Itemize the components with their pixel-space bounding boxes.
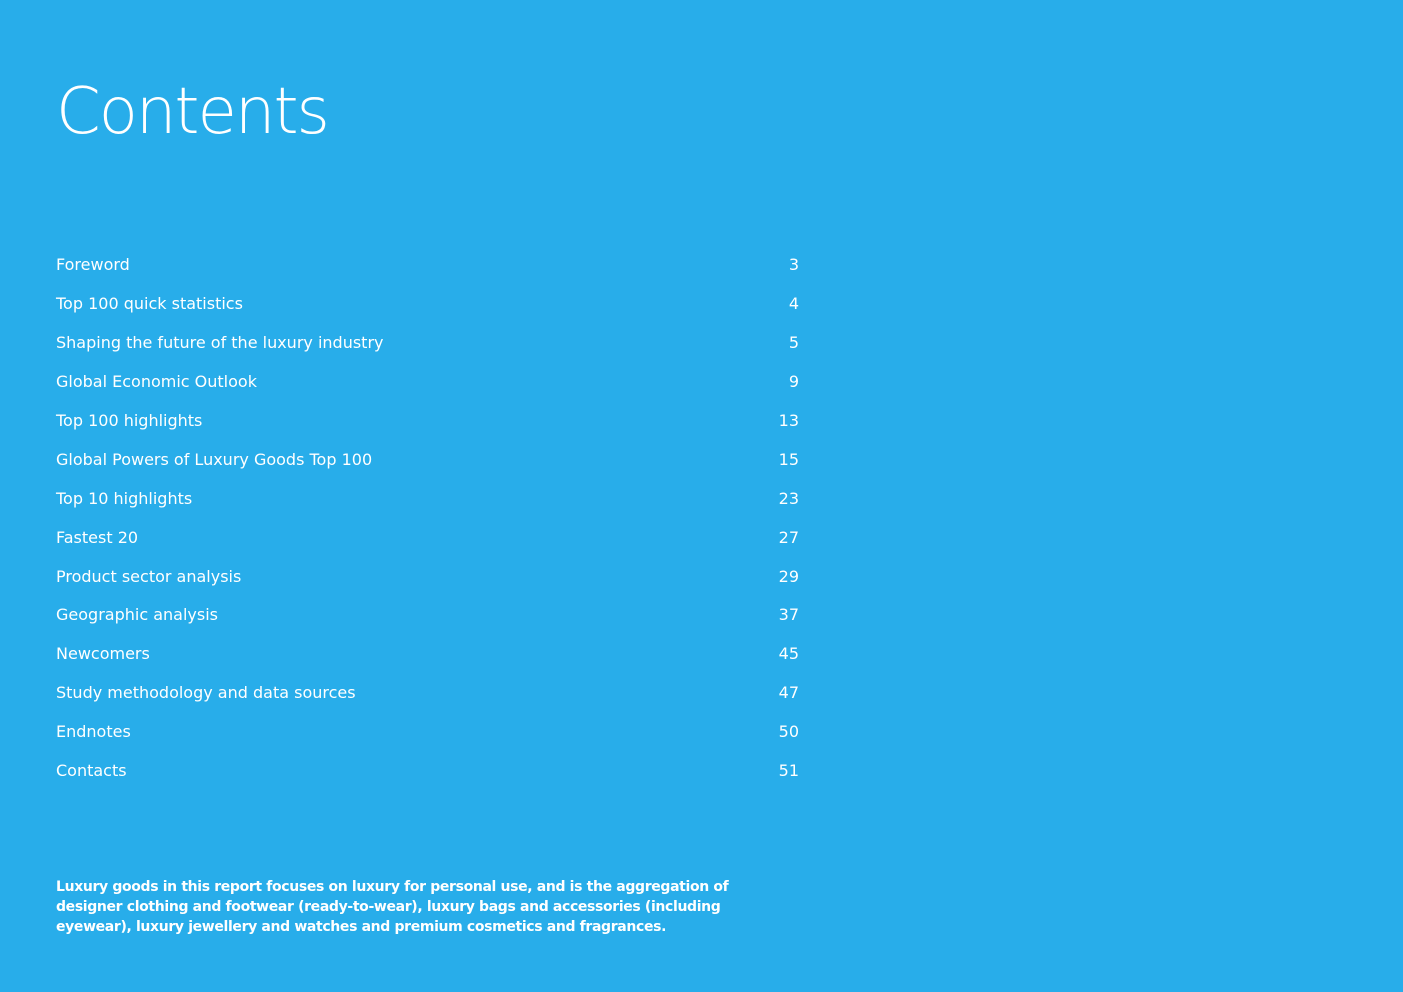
toc-item-page-number: 13 bbox=[778, 411, 799, 430]
toc-item-page-number: 51 bbox=[778, 761, 799, 781]
toc-item-page-number: 50 bbox=[778, 722, 799, 742]
toc-item-page-number: 3 bbox=[788, 255, 799, 275]
toc-item-top-10-highlights[interactable] bbox=[56, 479, 799, 518]
toc-item-page-number: 45 bbox=[778, 644, 799, 664]
toc-item-label: Global Powers of Luxury Goods Top 100 bbox=[56, 449, 373, 469]
toc-item-label: Top 10 highlights bbox=[56, 488, 193, 508]
toc-item-label: Newcomers bbox=[56, 644, 150, 664]
toc-item-label: Top 100 quick statistics bbox=[56, 294, 243, 314]
toc-item-page-number: 15 bbox=[778, 449, 799, 469]
toc-item-label: Endnotes bbox=[56, 722, 131, 742]
toc-item-endnotes[interactable] bbox=[56, 713, 799, 752]
toc-item-fastest-20[interactable] bbox=[56, 518, 799, 557]
toc-item-label: Fastest 20 bbox=[56, 527, 139, 547]
toc-item-top-100-highlights[interactable] bbox=[56, 402, 799, 441]
toc-item-label: Shaping the future of the luxury industry bbox=[56, 333, 384, 353]
toc-item-contacts[interactable] bbox=[56, 752, 799, 791]
toc-item-label: Global Economic Outlook bbox=[56, 372, 257, 392]
toc-item-foreword[interactable] bbox=[56, 246, 799, 285]
scope-note: Luxury goods in this report focuses on luxury for personal use, and is the aggregation of designer clothing and footwear (ready-to-wear), luxury bags and accessories (including eyewear), luxury jewellery and watches and premium cosmetics and fragrances. bbox=[56, 879, 729, 935]
toc-item-shaping-the-future[interactable] bbox=[56, 324, 799, 363]
toc-item-page-number: 37 bbox=[778, 605, 799, 625]
toc-item-label: Geographic analysis bbox=[56, 605, 218, 625]
toc-item-top-100-quick-statistics[interactable] bbox=[56, 285, 799, 324]
toc-item-label: Top 100 highlights bbox=[56, 411, 203, 430]
toc-item-global-powers-top-100[interactable] bbox=[56, 440, 799, 479]
toc-item-page-number: 9 bbox=[788, 372, 799, 392]
toc-item-page-number: 5 bbox=[788, 333, 799, 353]
toc-item-geographic-analysis[interactable] bbox=[56, 596, 799, 635]
page-title: Contents bbox=[56, 75, 328, 149]
toc-item-study-methodology[interactable] bbox=[56, 674, 799, 713]
toc-item-page-number: 47 bbox=[778, 683, 799, 703]
toc-item-label: Study methodology and data sources bbox=[56, 683, 356, 703]
toc-item-label: Product sector analysis bbox=[56, 566, 242, 586]
toc-item-label: Contacts bbox=[56, 761, 127, 781]
toc-item-global-economic-outlook[interactable] bbox=[56, 363, 799, 402]
toc-item-page-number: 27 bbox=[778, 527, 799, 547]
toc-item-page-number: 23 bbox=[778, 488, 799, 508]
toc-item-newcomers[interactable] bbox=[56, 635, 799, 674]
table-of-contents bbox=[56, 246, 799, 790]
toc-item-label: Foreword bbox=[56, 255, 130, 275]
toc-item-page-number: 4 bbox=[788, 294, 799, 314]
toc-item-page-number: 29 bbox=[778, 566, 799, 586]
toc-item-product-sector-analysis[interactable] bbox=[56, 557, 799, 596]
